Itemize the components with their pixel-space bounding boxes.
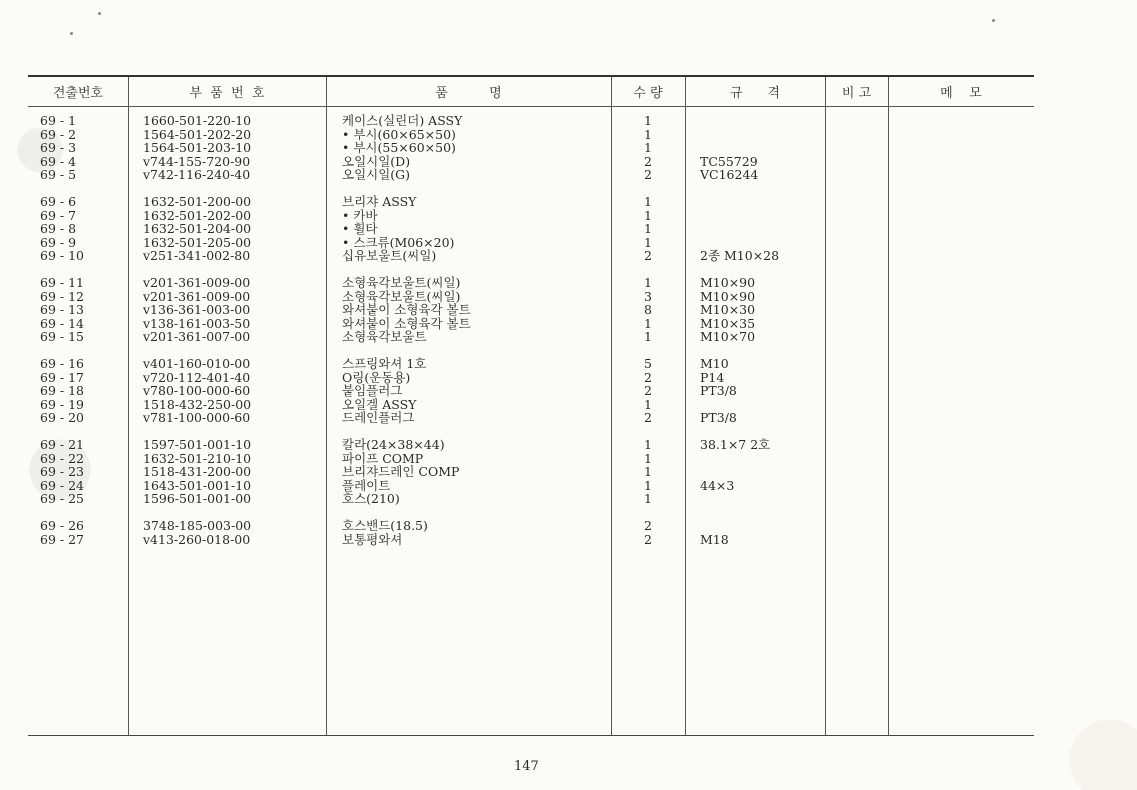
part-number-cell: v780-100-000-60 [143,383,251,398]
part-name-cell: 와셔붙이 소형육각 볼트 [342,315,471,331]
specification-cell: TC55729 [700,153,758,169]
quantity-cell: 2 [644,518,652,533]
quantity-cell: 1 [644,477,652,493]
reference-number-cell: 69 - 20 [40,410,84,425]
page-number: 147 [514,759,539,774]
part-number-cell: v744-155-720-90 [143,153,251,169]
part-name-cell: 소형육각보울트(씨일) [342,275,461,290]
column-divider [326,77,327,735]
part-number-cell: v413-260-018-00 [143,531,251,547]
part-name-cell: 소형육각보울트(씨일) [342,288,461,304]
reference-number-cell: 69 - 10 [40,248,84,263]
specification-cell: P14 [700,369,725,385]
part-name-cell: 오일겔 ASSY [342,396,417,412]
part-name-cell: 오일시일(G) [342,167,411,182]
part-name-cell: 케이스(실린더) ASSY [342,113,463,128]
reference-number-cell: 69 - 24 [40,477,84,493]
part-name-cell: 십유보울트(씨일) [342,248,437,263]
quantity-cell: 1 [644,315,652,331]
quantity-cell: 5 [644,356,652,371]
specification-cell: M10 [700,356,729,371]
part-name-cell: 드레인플러그 [342,410,415,425]
reference-number-cell: 69 - 18 [40,383,84,398]
quantity-cell: 2 [644,248,652,263]
quantity-cell: 1 [644,194,652,209]
parts-table [28,75,1034,736]
quantity-cell: 1 [644,234,652,250]
part-name-cell: O링(운동용) [342,369,411,385]
part-number-cell: v742-116-240-40 [143,167,251,182]
quantity-cell: 1 [644,464,652,479]
part-number-cell: 1597-501-001-10 [143,437,252,452]
quantity-cell: 1 [644,221,652,236]
reference-number-cell: 69 - 26 [40,518,84,533]
reference-number-cell: 69 - 27 [40,531,84,547]
reference-number-cell: 69 - 5 [40,167,77,182]
part-number-cell: 1596-501-001-00 [143,491,252,506]
part-number-cell: 1564-501-202-20 [143,126,252,142]
quantity-cell: 1 [644,207,652,223]
reference-number-cell: 69 - 4 [40,153,77,169]
part-name-cell: 와셔붙이 소형육각 볼트 [342,302,471,317]
paper-speck [70,32,73,35]
part-number-cell: v201-361-009-00 [143,275,251,290]
part-number-cell: v201-361-007-00 [143,329,251,344]
part-name-cell: 스프링와셔 1호 [342,356,427,371]
specification-cell: M10×90 [700,288,756,304]
quantity-cell: 1 [644,329,652,344]
quantity-cell: 1 [644,275,652,290]
quantity-cell: 1 [644,437,652,452]
part-name-cell: 브리쟈 ASSY [342,194,417,209]
header-remarks: 비 고 [841,86,872,101]
part-number-cell: v251-341-002-80 [143,248,251,263]
quantity-cell: 1 [644,450,652,466]
column-divider [888,77,889,735]
reference-number-cell: 69 - 2 [40,126,77,142]
specification-cell: 2종 M10×28 [700,248,780,263]
part-number-cell: v401-160-010-00 [143,356,251,371]
part-name-cell: 플레이트 [342,477,391,493]
part-name-cell: • 휠타 [342,221,378,236]
quantity-cell: 2 [644,383,652,398]
part-number-cell: 1632-501-200-00 [143,194,252,209]
part-number-cell: v136-361-003-00 [143,302,251,317]
part-number-cell: v138-161-003-50 [143,315,251,331]
reference-number-cell: 69 - 6 [40,194,77,209]
quantity-cell: 1 [644,491,652,506]
reference-number-cell: 69 - 1 [40,113,77,128]
part-number-cell: 1643-501-001-10 [143,477,252,493]
part-name-cell: 파이프 COMP [342,450,424,466]
specification-cell: 38.1×7 2호 [700,437,771,452]
header-reference-number: 견출번호 [52,86,104,101]
part-name-cell: 보통평와셔 [342,531,403,547]
reference-number-cell: 69 - 23 [40,464,84,479]
header-quantity: 수 량 [633,86,663,101]
header-part-name: 품 명 [435,86,502,101]
reference-number-cell: 69 - 21 [40,437,84,452]
reference-number-cell: 69 - 8 [40,221,77,236]
part-name-cell: • 부시(60×65×50) [342,126,456,142]
specification-cell: 44×3 [700,477,735,493]
reference-number-cell: 69 - 17 [40,369,84,385]
specification-cell: M10×30 [700,302,756,317]
quantity-cell: 3 [644,288,652,304]
reference-number-cell: 69 - 3 [40,140,77,155]
part-name-cell: 호스밴드(18.5) [342,518,428,533]
part-number-cell: 1632-501-210-10 [143,450,252,466]
part-number-cell: v201-361-009-00 [143,288,251,304]
reference-number-cell: 69 - 14 [40,315,84,331]
specification-cell: PT3/8 [700,383,737,398]
header-specification: 규 격 [730,86,780,101]
reference-number-cell: 69 - 16 [40,356,84,371]
part-name-cell: • 카바 [342,207,378,223]
quantity-cell: 1 [644,113,652,128]
table-header [28,77,1034,107]
reference-number-cell: 69 - 25 [40,491,84,506]
part-number-cell: 1632-501-205-00 [143,234,252,250]
paper-speck [98,12,101,15]
reference-number-cell: 69 - 19 [40,396,84,412]
column-divider [611,77,612,735]
part-name-cell: • 스크류(M06×20) [342,234,455,250]
quantity-cell: 2 [644,410,652,425]
quantity-cell: 2 [644,369,652,385]
column-divider [825,77,826,735]
part-number-cell: 1564-501-203-10 [143,140,252,155]
part-number-cell: 1518-432-250-00 [143,396,252,412]
quantity-cell: 2 [644,153,652,169]
part-name-cell: 호스(210) [342,491,400,506]
part-number-cell: 3748-185-003-00 [143,518,252,533]
quantity-cell: 1 [644,140,652,155]
part-name-cell: 칼라(24×38×44) [342,437,445,452]
specification-cell: M10×90 [700,275,756,290]
header-memo: 메 모 [940,86,982,101]
specification-cell: M18 [700,531,729,547]
part-number-cell: 1518-431-200-00 [143,464,252,479]
reference-number-cell: 69 - 13 [40,302,84,317]
column-divider [128,77,129,735]
reference-number-cell: 69 - 9 [40,234,77,250]
part-number-cell: 1632-501-204-00 [143,221,252,236]
part-name-cell: 소형육각보울트 [342,329,427,344]
quantity-cell: 2 [644,531,652,547]
part-name-cell: • 부시(55×60×50) [342,140,456,155]
specification-cell: M10×70 [700,329,756,344]
reference-number-cell: 69 - 15 [40,329,84,344]
specification-cell: PT3/8 [700,410,737,425]
reference-number-cell: 69 - 22 [40,450,84,466]
part-name-cell: 붙임플러그 [342,383,403,398]
part-number-cell: 1632-501-202-00 [143,207,252,223]
reference-number-cell: 69 - 12 [40,288,84,304]
reference-number-cell: 69 - 11 [40,275,84,290]
specification-cell: M10×35 [700,315,756,331]
header-part-number: 부 품 번 호 [189,86,265,101]
part-name-cell: 오일시일(D) [342,153,411,169]
quantity-cell: 2 [644,167,652,182]
specification-cell: VC16244 [700,167,759,182]
part-number-cell: v720-112-401-40 [143,369,251,385]
quantity-cell: 1 [644,126,652,142]
column-divider [685,77,686,735]
part-number-cell: v781-100-000-60 [143,410,251,425]
paper-speck [992,19,995,22]
part-number-cell: 1660-501-220-10 [143,113,252,128]
reference-number-cell: 69 - 7 [40,207,77,223]
quantity-cell: 8 [644,302,652,317]
quantity-cell: 1 [644,396,652,412]
part-name-cell: 브리쟈드레인 COMP [342,464,460,479]
